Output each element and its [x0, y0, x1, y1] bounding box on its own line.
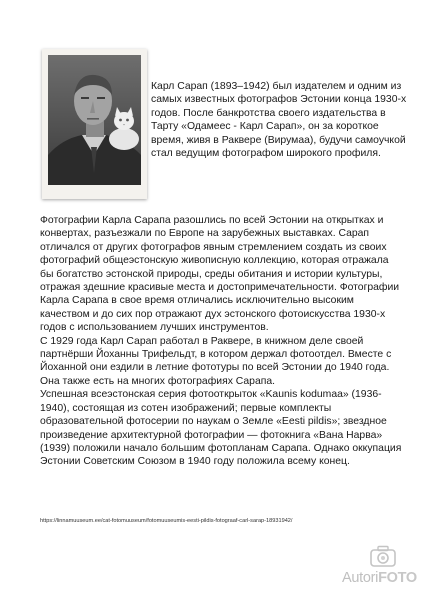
watermark-brand-part2: FOTO	[378, 570, 417, 586]
watermark-logo	[342, 545, 422, 597]
paragraph: С 1929 года Карл Сарап работал в Раквере, в книжном деле своей партнёрши Йоханны Трифельдт, в котором держал фотоотдел. Вместе с Йоханной они ездили в летние фототуры по всей Эстонии до 1940 года. Она также есть на многих фотографиях Сарапа.	[40, 335, 392, 387]
intro-text: Карл Сарап (1893–1942) был издателем и одним из самых известных фотографов Эстонии конца 1930-х годов. После банкротства своего издательства в Тарту «Одамеес - Карл Сарап», он за короткое время, живя в Раквере (Вирумаа), будучи самоучкой стал ведущим фотографом широкого профиля.	[151, 81, 407, 160]
portrait-photo	[42, 49, 147, 199]
portrait-image	[48, 55, 141, 185]
watermark-brand-part1: Autori	[342, 570, 379, 586]
paragraph: Успешная всеэстонская серия фотооткрыток «Kaunis kodumaa» (1936-1940), состоящая из сотен изображений; первые комплекты образовательной фотосерии по наукам о Земле «Eesti pildis»; звездное произведение архитектурной фотографии — фотокнига «Вана Нарва» (1939) положили начало большим фотопланам Сарапа. Однако оккупация Эстонии Советским Союзом в 1940 году положила всему конец.	[40, 389, 402, 468]
source-link[interactable]: https://linnamuuseum.ee/cat-fotomuuseum/fotomuuseumis-eesti-pildis-fotograaf-carl-sarap-18931942/	[40, 518, 293, 524]
camera-icon	[370, 545, 396, 567]
watermark-brand	[342, 570, 422, 586]
paragraph: Фотографии Карла Сарапа разошлись по всей Эстонии на открытках и конвертах, разъезжали по Европе на зарубежных выставках. Сарап отличался от других фотографов явным стремлением создать из своих фотографий общеэстонскую живописную коллекцию, которая отражала бы богатство эстонской природы, среды обитания и истории культуры, отражая здешние красивые места и достопримечательности. Фотографии Карла Сарапа в свое время отличались исключительно высоким качеством и до сих пор отражают дух эстонского фотоискусства 1930-х годов с использованием лучших инструментов.	[40, 215, 400, 334]
article-body	[40, 214, 402, 469]
